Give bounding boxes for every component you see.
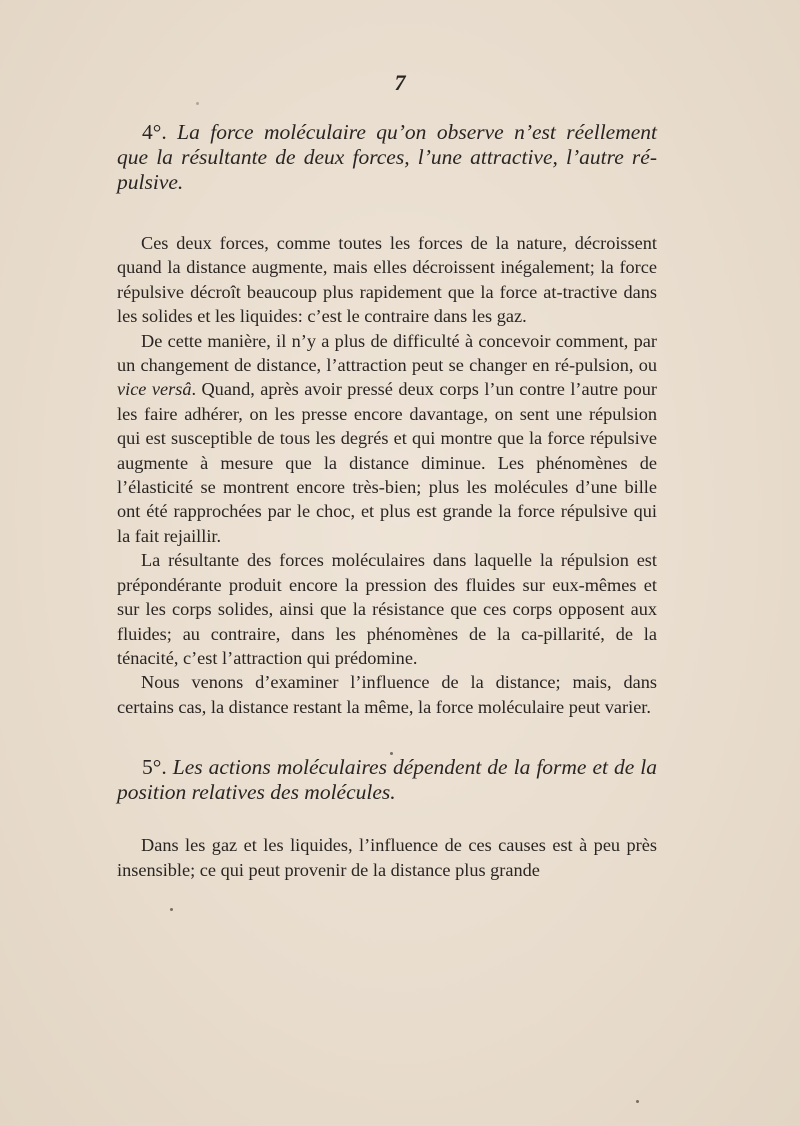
- paragraph: Dans les gaz et les liquides, l’influence de ces causes est à peu près insensible; ce qui peut provenir de la distance plus grande: [117, 835, 657, 880]
- paper-speck: [636, 1100, 639, 1103]
- paragraph-text: De cette manière, il n’y a plus de difficulté à concevoir comment, par un changement de distance, l’attraction peut se changer en ré-pulsion, ou: [117, 330, 657, 376]
- section-4-heading: [117, 120, 657, 195]
- paper-speck: [170, 908, 173, 911]
- paragraph: Nous venons d’examiner l’influence de la distance; mais, dans certains cas, la distance restant la même, la force moléculaire peut varier.: [117, 672, 657, 717]
- paragraph: Ces deux forces, comme toutes les forces de la nature, décroissent quand la distance augmente, mais elles décroissent inégalement; la force répulsive décroît beaucoup plus rapidement que la force at-tractive dans les solides et les liquides: c’est le contraire dans les gaz.: [117, 233, 657, 327]
- italic-phrase: vice versâ: [117, 379, 192, 400]
- section-4-title: La force moléculaire qu’on observe n’est réellement que la résultante de deux forces, l’une attractive, l’autre ré-pulsive.: [117, 120, 657, 194]
- page-number: 7: [394, 70, 406, 95]
- paragraph: [117, 329, 657, 549]
- section-5-heading: [117, 755, 657, 805]
- paragraph-text: . Quand, après avoir pressé deux corps l’un contre l’autre pour les faire adhérer, on les presse encore davantage, on sent une répulsion qui est susceptible de tous les degrés et qui montre que la force répulsive augmente à mesure que la distance diminue. Les phénomènes de l’élasticité se montrent encore très-bien; plus les molécules d’une bille ont été rapprochées par le choc, et plus est grande la force répulsive qui la fait rejaillir.: [117, 379, 658, 546]
- paragraph: La résultante des forces moléculaires dans laquelle la répulsion est prépondérante produit encore la pression des fluides sur eux-mêmes et sur les corps solides, ainsi que la résistance que ces corps opposent aux fluides; au contraire, dans les phénomènes de la ca-pillarité, de la ténacité, c’est l’attraction qui prédomine.: [117, 550, 657, 668]
- page-body: [117, 120, 657, 882]
- paper-speck: [390, 752, 393, 755]
- section-5-title: Les actions moléculaires dépendent de la forme et de la position relatives des molécules.: [117, 755, 657, 805]
- section-5-number: 5°.: [142, 755, 167, 780]
- section-4-number: 4°.: [142, 120, 167, 144]
- paper-speck: [196, 102, 199, 105]
